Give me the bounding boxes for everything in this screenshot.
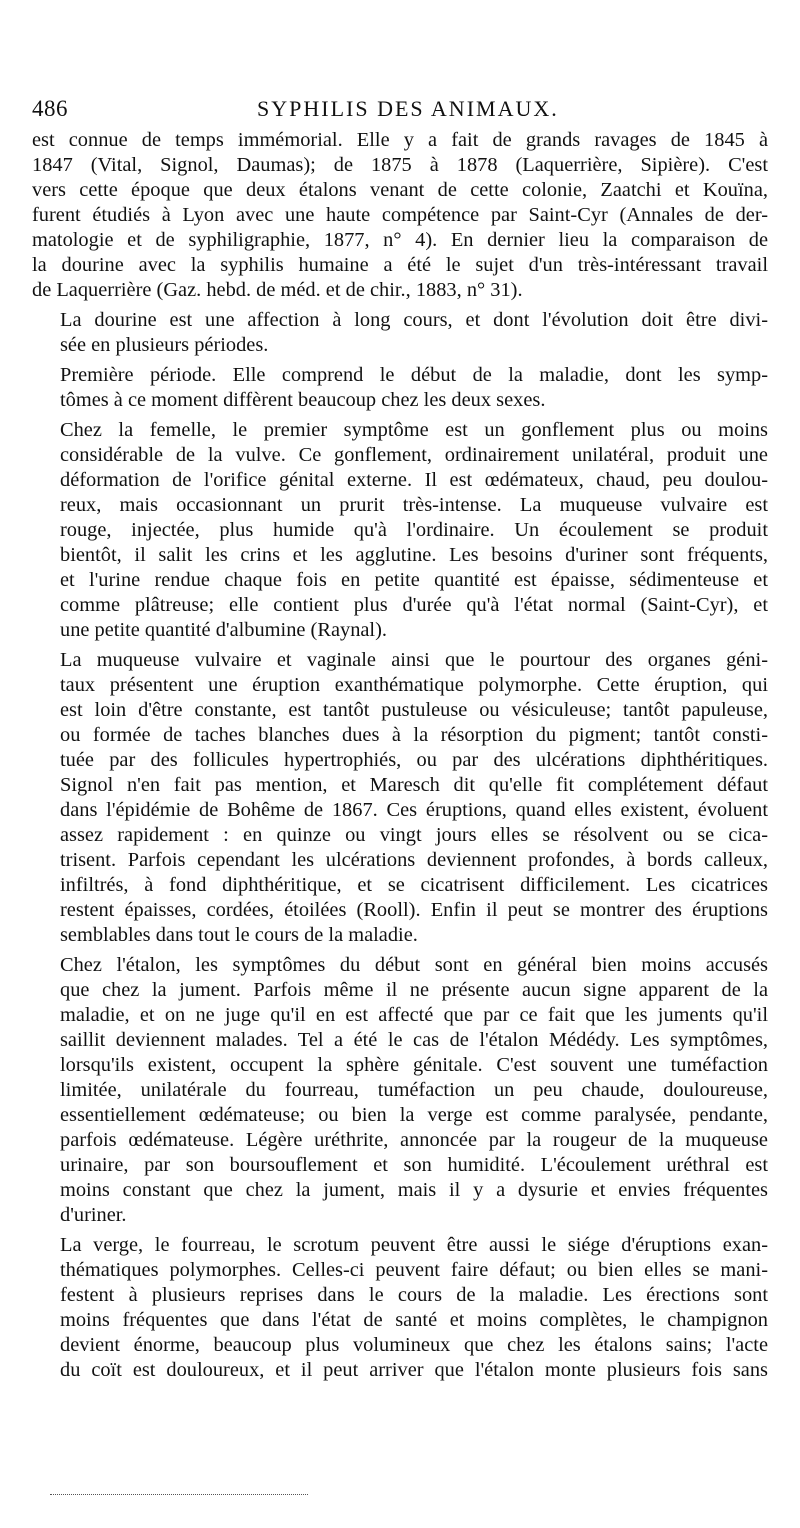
text-line: saillit deviennent malades. Tel a été le cas de l'étalon Médédy. Les symptômes,	[60, 1029, 768, 1051]
text-line: Chez l'étalon, les symptômes du début sont en général bien moins accusés	[60, 954, 768, 976]
text-line: et l'urine rendue chaque fois en petite quantité est épaisse, sédimenteuse et	[60, 569, 768, 591]
text-line: limitée, unilatérale du fourreau, tuméfaction un peu chaude, douloureuse,	[60, 1079, 768, 1101]
text-line: d'uriner.	[60, 1204, 127, 1226]
text-line: La muqueuse vulvaire et vaginale ainsi que le pourtour des organes géni-	[60, 649, 768, 671]
text-line: est loin d'être constante, est tantôt pustuleuse ou vésiculeuse; tantôt papuleuse,	[60, 699, 768, 721]
footer-dotted-rule	[50, 1494, 308, 1495]
paragraph	[32, 418, 768, 643]
text-line: trisent. Parfois cependant les ulcérations deviennent profondes, à bords calleux,	[60, 849, 768, 871]
text-line: semblables dans tout le cours de la maladie.	[60, 924, 418, 946]
text-line: Première période. Elle comprend le début de la maladie, dont les symp-	[60, 364, 768, 386]
text-line: déformation de l'orifice génital externe. Il est œdémateux, chaud, peu doulou-	[60, 469, 768, 491]
text-line: sée en plusieurs périodes.	[60, 334, 269, 356]
page-header	[32, 96, 768, 126]
text-line: thématiques polymorphes. Celles-ci peuvent faire défaut; ou bien elles se mani-	[60, 1259, 768, 1281]
body-text	[32, 128, 768, 1388]
text-line: de Laquerrière (Gaz. hebd. de méd. et de chir., 1883, n° 31).	[32, 279, 523, 301]
text-line: bientôt, il salit les crins et les agglutine. Les besoins d'uriner sont fréquents,	[60, 544, 768, 566]
text-line: reux, mais occasionnant un prurit très-intense. La muqueuse vulvaire est	[60, 494, 768, 516]
text-line: La verge, le fourreau, le scrotum peuvent être aussi le siége d'éruptions exan-	[60, 1234, 768, 1256]
text-line: festent à plusieurs reprises dans le cours de la maladie. Les érections sont	[60, 1284, 768, 1306]
paragraph	[32, 308, 768, 358]
text-line: moins constant que chez la jument, mais il y a dysurie et envies fréquentes	[60, 1179, 768, 1201]
text-line: considérable de la vulve. Ce gonflement, ordinairement unilatéral, produit une	[60, 444, 768, 466]
text-line: infiltrés, à fond diphthéritique, et se cicatrisent difficilement. Les cicatrices	[60, 874, 768, 896]
text-line: moins fréquentes que dans l'état de santé et moins complètes, le champignon	[60, 1309, 768, 1331]
text-line: Chez la femelle, le premier symptôme est un gonflement plus ou moins	[60, 419, 768, 441]
paragraph	[32, 953, 768, 1228]
text-line: est connue de temps immémorial. Elle y a fait de grands ravages de 1845 à	[32, 129, 768, 151]
text-line: ou formée de taches blanches dues à la résorption du pigment; tantôt consti-	[60, 724, 768, 746]
text-line: dans l'épidémie de Bohême de 1867. Ces éruptions, quand elles existent, évoluent	[60, 799, 768, 821]
text-line: urinaire, par son boursouflement et son humidité. L'écoulement uréthral est	[60, 1154, 768, 1176]
text-line: furent étudiés à Lyon avec une haute compétence par Saint-Cyr (Annales de der-	[32, 204, 768, 226]
text-line: tuée par des follicules hypertrophiés, ou par des ulcérations diphthéritiques.	[60, 749, 768, 771]
text-line: restent épaisses, cordées, étoilées (Rooll). Enfin il peut se montrer des éruptions	[60, 899, 768, 921]
text-line: matologie et de syphiligraphie, 1877, n° 4). En dernier lieu la comparaison de	[32, 229, 768, 251]
text-line: parfois œdémateuse. Légère uréthrite, annoncée par la rougeur de la muqueuse	[60, 1129, 768, 1151]
text-line: rouge, injectée, plus humide qu'à l'ordinaire. Un écoulement se produit	[60, 519, 768, 541]
page-number: 486	[32, 96, 68, 121]
text-line: la dourine avec la syphilis humaine a été le sujet d'un très-intéressant travail	[32, 254, 768, 276]
paragraph-continuation	[32, 128, 768, 303]
text-line: lorsqu'ils existent, occupent la sphère génitale. C'est souvent une tuméfaction	[60, 1054, 768, 1076]
text-line: La dourine est une affection à long cours, et dont l'évolution doit être divi-	[60, 309, 768, 331]
text-line: essentiellement œdémateuse; ou bien la verge est comme paralysée, pendante,	[60, 1104, 768, 1126]
text-line: du coït est douloureux, et il peut arriver que l'étalon monte plusieurs fois sans	[60, 1359, 768, 1381]
text-line: maladie, et on ne juge qu'il en est affecté que par ce fait que les juments qu'il	[60, 1004, 768, 1026]
paragraph	[32, 1233, 768, 1383]
text-line: taux présentent une éruption exanthématique polymorphe. Cette éruption, qui	[60, 674, 768, 696]
text-line: devient énorme, beaucoup plus volumineux que chez les étalons sains; l'acte	[60, 1334, 768, 1356]
text-line: que chez la jument. Parfois même il ne présente aucun signe apparent de la	[60, 979, 768, 1001]
paragraph	[32, 648, 768, 948]
text-line: 1847 (Vital, Signol, Daumas); de 1875 à 1878 (Laquerrière, Sipière). C'est	[32, 154, 768, 176]
text-line: Signol n'en fait pas mention, et Maresch dit qu'elle fit complétement défaut	[60, 774, 768, 796]
paragraph	[32, 363, 768, 413]
text-line: comme plâtreuse; elle contient plus d'urée qu'à l'état normal (Saint-Cyr), et	[60, 594, 768, 616]
text-line: tômes à ce moment diffèrent beaucoup chez les deux sexes.	[60, 389, 546, 411]
text-line: une petite quantité d'albumine (Raynal).	[60, 619, 387, 641]
text-line: assez rapidement : en quinze ou vingt jours elles se résolvent ou se cica-	[60, 824, 768, 846]
text-line: vers cette époque que deux étalons venant de cette colonie, Zaatchi et Kouïna,	[32, 179, 768, 201]
running-title: SYPHILIS DES ANIMAUX.	[257, 96, 559, 121]
